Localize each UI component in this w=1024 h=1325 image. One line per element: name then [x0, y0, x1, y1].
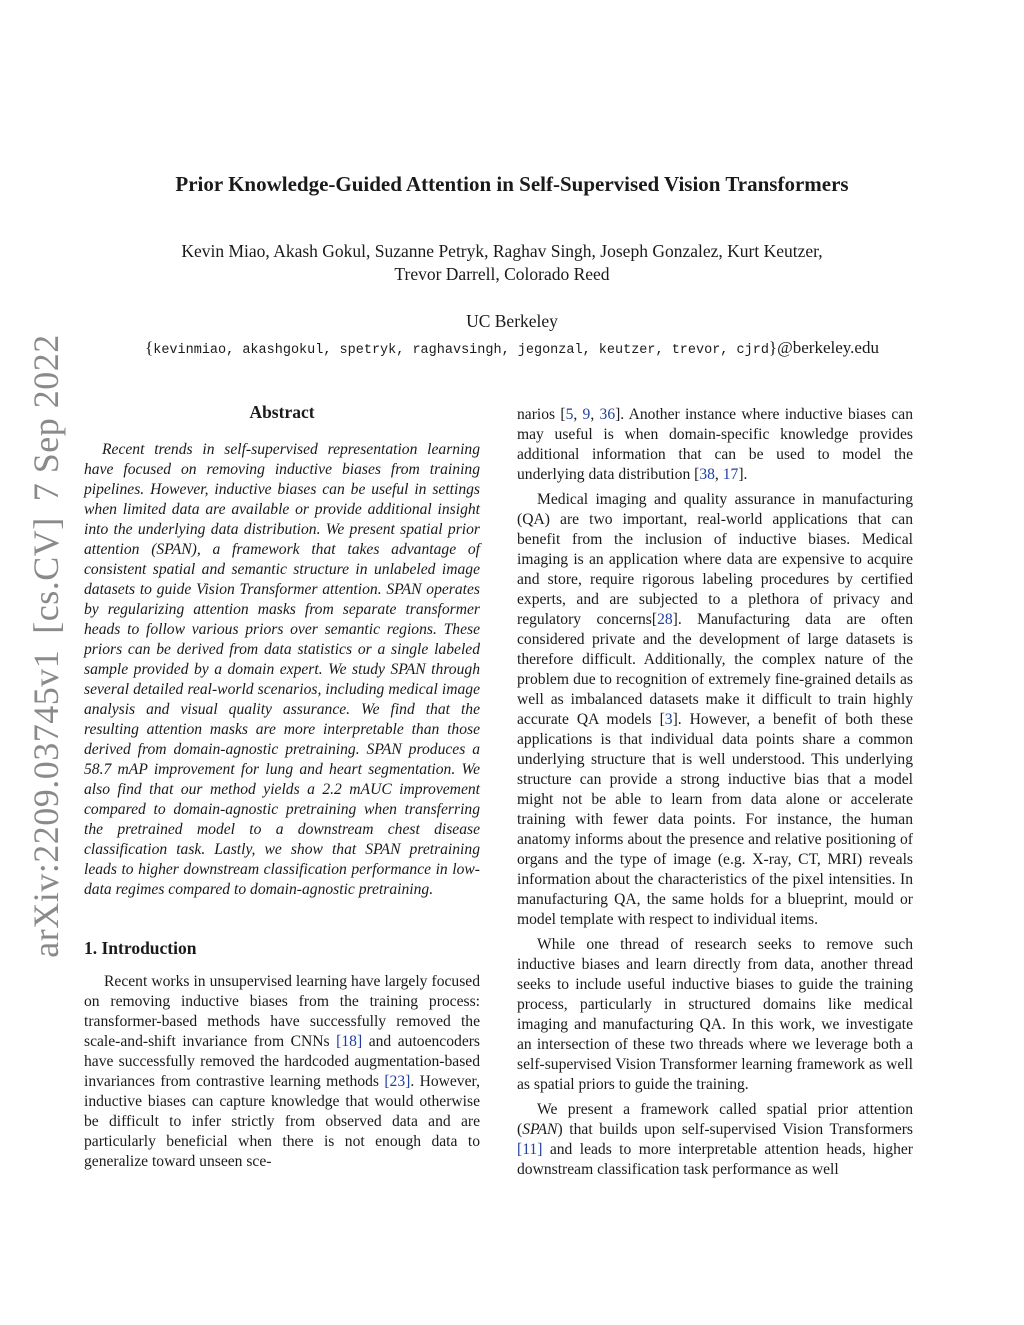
- email-brace-open: {: [145, 338, 154, 357]
- citation-link[interactable]: 17: [722, 466, 739, 483]
- citation-link[interactable]: 9: [582, 406, 591, 423]
- email-domain: }@berkeley.edu: [768, 338, 879, 357]
- arxiv-id: arXiv:2209.03745v1: [26, 649, 66, 958]
- arxiv-sidebar-stamp: [18, 334, 74, 958]
- authors-line-1: Kevin Miao, Akash Gokul, Suzanne Petryk, Raghav Singh, Joseph Gonzalez, Kurt Keutzer,: [181, 241, 823, 261]
- intro-paragraph-4: We present a framework called spatial prior attention (SPAN) that builds upon self-supervised Vision Transformers [11] and leads to more interpretable attention heads, higher downstream classification task performance as well: [517, 1101, 913, 1178]
- citation-link[interactable]: 5: [565, 406, 574, 423]
- citation-link[interactable]: 28: [657, 611, 673, 628]
- citation-link[interactable]: 36: [599, 406, 616, 423]
- author-emails: [0, 338, 1024, 358]
- citation-link[interactable]: [11]: [517, 1141, 543, 1158]
- email-usernames: kevinmiao, akashgokul, spetryk, raghavsingh, jegonzal, keutzer, trevor, cjrd: [153, 343, 769, 358]
- affiliation: UC Berkeley: [466, 311, 558, 331]
- citation-link[interactable]: [18]: [336, 1033, 363, 1050]
- citation-link[interactable]: 3: [664, 711, 673, 728]
- arxiv-category: [cs.CV]: [26, 517, 66, 634]
- introduction-heading: 1. Introduction: [84, 938, 197, 958]
- author-list: [100, 240, 904, 286]
- authors-line-2: Trevor Darrell, Colorado Reed: [394, 264, 610, 284]
- right-column: [517, 405, 913, 1185]
- paper-title: Prior Knowledge-Guided Attention in Self-Supervised Vision Transformers: [175, 172, 849, 196]
- intro-paragraph-3: While one thread of research seeks to remove such inductive biases and learn directly from data, another thread seeks to include useful inductive biases to guide the training process, particularly in structured domains like medical imaging and manufacturing QA. In this work, we investigate an intersection of these two threads where we leverage both a self-supervised Vision Transformer learning framework as well as spatial priors to guide the training.: [517, 936, 913, 1093]
- intro-paragraph-continued: narios [5, 9, 36]. Another instance where inductive biases can may useful is when domain-specific knowledge provides additional information that can be used to model the underlying data distribution [38, 17].: [517, 406, 914, 483]
- abstract-heading: Abstract: [249, 402, 315, 422]
- citation-link[interactable]: [23]: [384, 1073, 411, 1090]
- arxiv-date: 7 Sep 2022: [26, 334, 66, 502]
- intro-paragraph-1: Recent works in unsupervised learning have largely focused on removing inductive biases from the training process: transformer-based methods have successfully removed the scale-and-shift invariance from CNNs [18] and autoencoders have successfully removed the hardcoded augmentation-based invariances from contrastive learning methods [23]. However, inductive biases can capture knowledge that would otherwise be difficult to infer strictly from observed data and are particularly beneficial when there is not enough data to generalize toward unseen sce-: [84, 973, 481, 1170]
- span-acronym: SPAN: [522, 1121, 558, 1138]
- left-column: [84, 402, 480, 1177]
- intro-paragraph-2: Medical imaging and quality assurance in manufacturing (QA) are two important, real-world applications that can benefit from the inclusion of inductive biases. Medical imaging is an application where data are expensive to acquire and store, require rigorous labeling procedures by certified experts, and are subjected to a plethora of privacy and regulatory concerns[28]. Manufacturing data are often considered private and the development of large datasets is therefore difficult. Additionally, the complex nature of the problem due to recognition of extremely fine-grained details as well as imbalanced datasets make it difficult to train highly accurate QA models [3]. However, a benefit of both these applications is that individual data points share a common underlying structure that is well understood. This underlying structure can provide a strong inductive bias that a model might not be able to learn from data alone or accelerate training with fewer data points. For instance, the human anatomy informs about the presence and relative positioning of organs and the type of image (e.g. X-ray, CT, MRI) reveals information about the characteristics of the pixel intensities. In manufacturing QA, the same holds for a blueprint, mould or model template with respect to individual items.: [517, 491, 913, 928]
- citation-link[interactable]: 38: [699, 466, 715, 483]
- abstract-text: Recent trends in self-supervised representation learning have focused on removing inductive biases from training pipelines. However, inductive biases can be useful in settings when limited data are available or provide additional insight into the underlying data distribution. We present spatial prior attention (SPAN), a framework that takes advantage of consistent spatial and semantic structure in unlabeled image datasets to guide Vision Transformer attention. SPAN operates by regularizing attention masks from separate transformer heads to follow various priors over semantic regions. These priors can be derived from data statistics or a single labeled sample provided by a domain expert. We study SPAN through several detailed real-world scenarios, including medical image analysis and visual quality assurance. We find that the resulting attention masks are more interpretable than those derived from domain-agnostic pretraining. SPAN produces a 58.7 mAP improvement for lung and heart segmentation. We also find that our method yields a 2.2 mAUC improvement compared to domain-agnostic pretraining when transferring the pretrained model to a downstream chest disease classification task. Lastly, we show that SPAN pretraining leads to higher downstream classification performance in low-data regimes compared to domain-agnostic pretraining.: [84, 441, 480, 898]
